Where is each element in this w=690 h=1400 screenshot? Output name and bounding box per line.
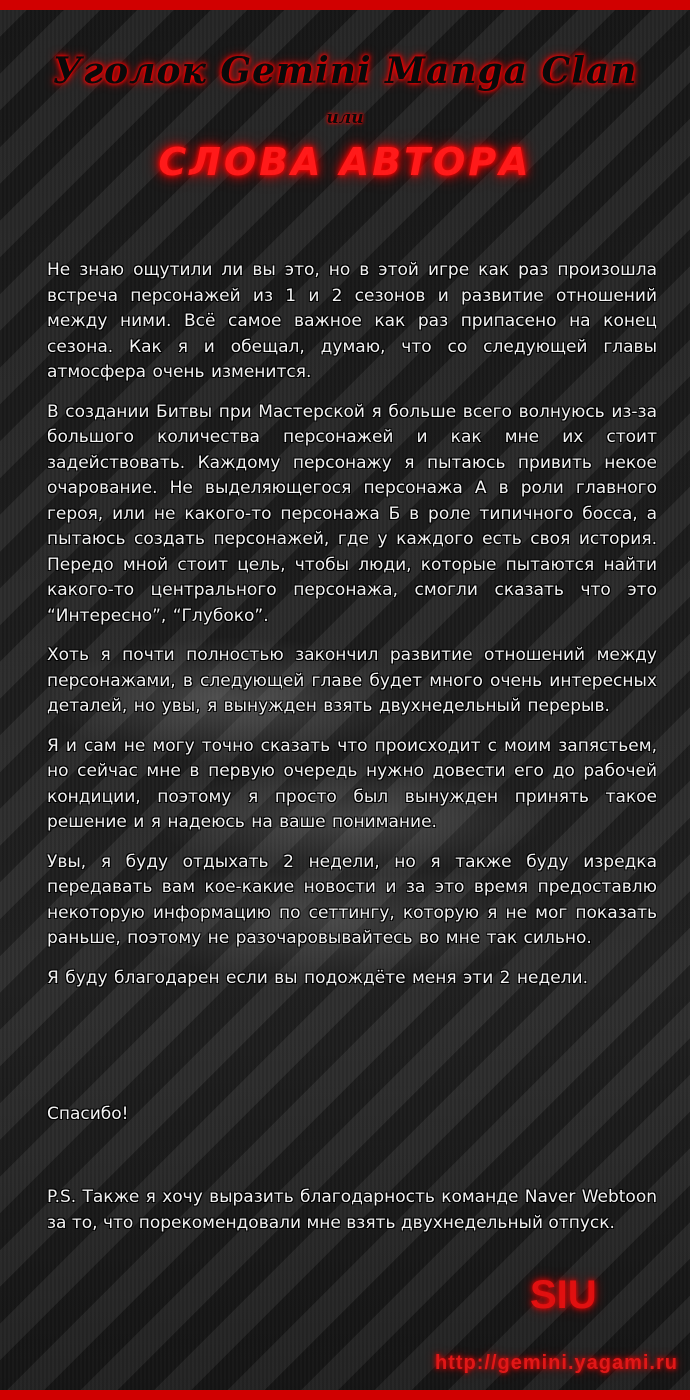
paragraph-4: Я и сам не могу точно сказать что происходит с моим запястьем, но сейчас мне в первую очередь нужно довести его до рабочей кондиции, поэтому я просто был вынужден принять такое решение и я надеюсь на ваше понимание. <box>47 735 657 832</box>
header-subtitle: СЛОВА АВТОРА <box>158 140 532 184</box>
paragraph-6: Я буду благодарен если вы подождёте меня эти 2 недели. <box>47 967 588 988</box>
author-notes-body <box>47 258 657 1005</box>
paragraph-5: Увы, я буду отдыхать 2 недели, но я также буду изредка передавать вам кое-какие новости и за это время предоставлю некоторую информацию по сеттингу, которую я не мог показать раньше, поэтому не разочаровывайтесь во мне так сильно. <box>47 851 657 948</box>
paragraph-2: В создании Битвы при Мастерской я больше всего волнуюсь из-за большого количества персонажей и как мне их стоит задействовать. Каждому персонажу я пытаюсь привить некое очарование. Не выделяющегося персонажа А в роли главного героя, или не какого-то персонажа Б в роле типичного босса, а пытаюсь создать персонажей, где у каждого есть своя история. Передо мной стоит цель, чтобы люди, которые пытаются найти какого-то центрального персонажа, смогли сказать что это “Интересно”, “Глубоко”. <box>47 401 657 626</box>
paragraph-1: Не знаю ощутили ли вы это, но в этой игре как раз произошла встреча персонажей из 1 и 2 сезонов и развитие отношений между ними. Всё самое важное как раз припасено на конец сезона. Как я и обещал, думаю, что со следующей главы атмосфера очень изменится. <box>47 260 657 382</box>
top-red-bar <box>0 0 690 10</box>
header-title: Уголок Gemini Manga Clan <box>52 50 638 92</box>
postscript-text: P.S. Также я хочу выразить благодарность команде Naver Webtoon за то, что порекомендовали мне взять двухнедельный отпуск. <box>47 1187 657 1233</box>
site-link[interactable]: http://gemini.yagami.ru <box>434 1352 678 1374</box>
paragraph-3: Хоть я почти полностью закончил развитие отношений между персонажами, в следующей главе будет много очень интересных деталей, но увы, я вынужден взять двухнедельный перерыв. <box>47 645 657 716</box>
bottom-red-bar <box>0 1390 690 1400</box>
author-signature: SIU <box>530 1273 597 1317</box>
thanks-text: Спасибо! <box>47 1104 129 1124</box>
header-or: или <box>326 108 364 128</box>
